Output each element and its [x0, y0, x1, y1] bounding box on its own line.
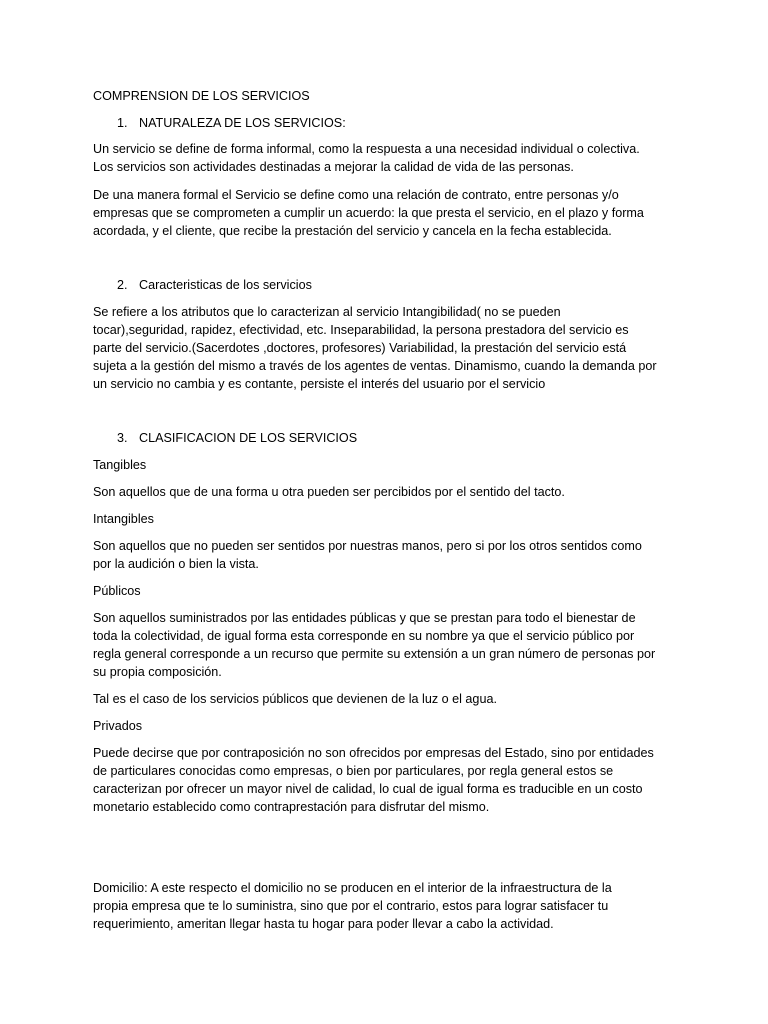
- section-2-title: Caracteristicas de los servicios: [139, 278, 312, 292]
- paragraph: [93, 609, 655, 681]
- text-line: Son aquellos suministrados por las entidades públicas y que se prestan para todo el bienestar de: [93, 611, 636, 625]
- section-1-title: NATURALEZA DE LOS SERVICIOS:: [139, 116, 346, 130]
- section-3-title: CLASIFICACION DE LOS SERVICIOS: [139, 431, 358, 445]
- text-line: Son aquellos que de una forma u otra pueden ser percibidos por el sentido del tacto.: [93, 485, 565, 499]
- text-line: Se refiere a los atributos que lo caracterizan al servicio Intangibilidad( no se pueden: [93, 305, 561, 319]
- text-line: De una manera formal el Servicio se define como una relación de contrato, entre personas y/o: [93, 188, 619, 202]
- subheading-intangibles: Intangibles: [93, 512, 154, 526]
- text-line: caracterizan por ofrecer un mayor nivel de calidad, lo cual de igual forma es traducible en un costo: [93, 782, 643, 796]
- text-line: Los servicios son actividades destinadas a mejorar la calidad de vida de las personas.: [93, 160, 574, 174]
- text-line: Un servicio se define de forma informal, como la respuesta a una necesidad individual o colectiva.: [93, 142, 640, 156]
- text-line: Tal es el caso de los servicios públicos que devienen de la luz o el agua.: [93, 692, 497, 706]
- paragraph: [93, 690, 497, 708]
- text-line: toda la colectividad, de igual forma esta corresponde en su nombre ya que el servicio público por: [93, 629, 635, 643]
- text-line: parte del servicio.(Sacerdotes ,doctores, profesores) Variabilidad, la prestación del servicio está: [93, 341, 627, 355]
- paragraph: [93, 140, 640, 176]
- paragraph: [93, 537, 642, 573]
- text-line: Domicilio: A este respecto el domicilio no se producen en el interior de la infraestructura de la: [93, 881, 612, 895]
- text-line: regla general corresponde a un recurso que permite su extensión a un gran número de personas por: [93, 647, 656, 661]
- section-3-number: 3.: [117, 431, 128, 445]
- text-line: de particulares conocidas como empresas, o bien por particulares, por regla general estos se: [93, 764, 614, 778]
- paragraph: [93, 744, 654, 816]
- section-1-heading: [117, 114, 346, 132]
- subheading-publicos: Públicos: [93, 584, 141, 598]
- text-line: tocar),seguridad, rapidez, efectividad, etc. Inseparabilidad, la persona prestadora del servicio es: [93, 323, 629, 337]
- text-line: Puede decirse que por contraposición no son ofrecidos por empresas del Estado, sino por entidades: [93, 746, 654, 760]
- text-line: sujeta a la gestión del mismo a través de los agentes de ventas. Dinamismo, cuando la demanda por: [93, 359, 657, 373]
- text-line: monetario establecido como contraprestación para disfrutar del mismo.: [93, 800, 490, 814]
- text-line: Son aquellos que no pueden ser sentidos por nuestras manos, pero si por los otros sentidos como: [93, 539, 642, 553]
- paragraph: [93, 303, 657, 393]
- paragraph: [93, 483, 565, 501]
- section-2-heading: [117, 276, 312, 294]
- text-line: propia empresa que te lo suministra, sino que por el contrario, estos para lograr satisfacer tu: [93, 899, 609, 913]
- section-1-number: 1.: [117, 116, 128, 130]
- text-line: requerimiento, ameritan llegar hasta tu hogar para poder llevar a cabo la actividad.: [93, 917, 554, 931]
- subheading-tangibles: Tangibles: [93, 458, 147, 472]
- document-title: COMPRENSION DE LOS SERVICIOS: [93, 89, 310, 103]
- text-line: por la audición o bien la vista.: [93, 557, 259, 571]
- text-line: empresas que se comprometen a cumplir un acuerdo: la que presta el servicio, en el plazo y forma: [93, 206, 644, 220]
- text-line: un servicio no cambia y es contante, persiste el interés del usuario por el servicio: [93, 377, 546, 391]
- section-3-heading: [117, 429, 357, 447]
- text-line: su propia composición.: [93, 665, 222, 679]
- section-2-number: 2.: [117, 278, 128, 292]
- subheading-privados: Privados: [93, 719, 142, 733]
- paragraph-domicilio: [93, 879, 612, 933]
- paragraph: [93, 186, 644, 240]
- text-line: acordada, y el cliente, que recibe la prestación del servicio y cancela en la fecha establecida.: [93, 224, 612, 238]
